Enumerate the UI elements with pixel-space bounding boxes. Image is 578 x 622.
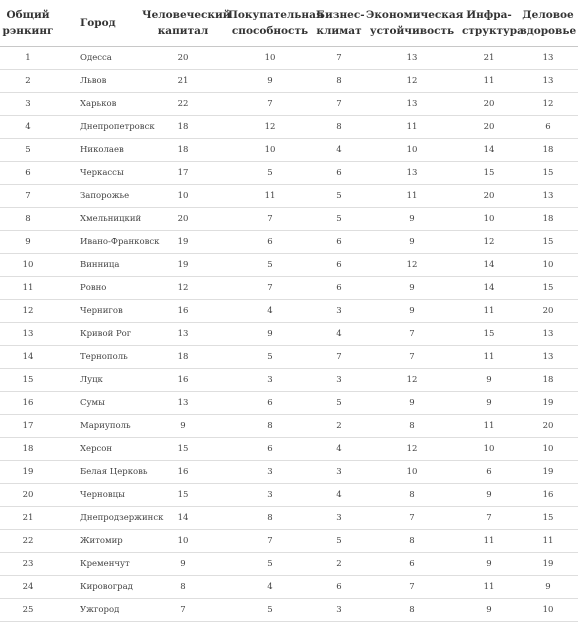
cell-economic-stability: 12 [364, 254, 460, 277]
cell-human-capital: 21 [140, 70, 226, 93]
table-row [0, 553, 578, 576]
cell-economic-stability: 7 [364, 346, 460, 369]
cell-buying-power: 3 [226, 369, 314, 392]
cell-business-health: 10 [518, 599, 578, 622]
cell-infrastructure: 11 [460, 415, 518, 438]
table-body [0, 47, 578, 622]
header-business-line2: климат [316, 25, 362, 37]
cell-human-capital: 17 [140, 162, 226, 185]
cell-city: Черновцы [56, 484, 140, 507]
cell-human-capital: 22 [140, 93, 226, 116]
header-health-line2: здоровье [520, 25, 577, 37]
cell-human-capital: 19 [140, 231, 226, 254]
cell-buying-power: 9 [226, 70, 314, 93]
header-city [56, 0, 140, 47]
cell-city: Николаев [56, 139, 140, 162]
cell-business-climate: 6 [314, 231, 364, 254]
cell-city: Мариуполь [56, 415, 140, 438]
cell-business-health: 19 [518, 461, 578, 484]
cell-business-health: 16 [518, 484, 578, 507]
cell-business-health: 11 [518, 530, 578, 553]
cell-human-capital: 15 [140, 484, 226, 507]
cell-economic-stability: 13 [364, 93, 460, 116]
cell-city: Одесса [56, 47, 140, 70]
table-row [0, 369, 578, 392]
cell-business-climate: 8 [314, 70, 364, 93]
header-economic-stability [364, 0, 464, 47]
cell-rank: 12 [0, 300, 56, 323]
header-row [0, 0, 578, 47]
cell-infrastructure: 20 [460, 93, 518, 116]
cell-business-health: 20 [518, 300, 578, 323]
cell-city: Харьков [56, 93, 140, 116]
cell-economic-stability: 9 [364, 392, 460, 415]
table-row [0, 484, 578, 507]
cell-rank: 6 [0, 162, 56, 185]
cell-infrastructure: 9 [460, 484, 518, 507]
cell-business-climate: 7 [314, 346, 364, 369]
cell-business-climate: 4 [314, 438, 364, 461]
cell-business-health: 13 [518, 47, 578, 70]
cell-economic-stability: 13 [364, 47, 460, 70]
cell-city: Кривой Рог [56, 323, 140, 346]
cell-buying-power: 5 [226, 254, 314, 277]
cell-rank: 18 [0, 438, 56, 461]
cell-rank: 25 [0, 599, 56, 622]
table-row [0, 530, 578, 553]
cell-human-capital: 9 [140, 553, 226, 576]
cell-human-capital: 10 [140, 530, 226, 553]
table-row [0, 47, 578, 70]
table-row [0, 139, 578, 162]
cell-business-climate: 6 [314, 576, 364, 599]
table-row [0, 254, 578, 277]
cell-human-capital: 18 [140, 116, 226, 139]
cell-rank: 17 [0, 415, 56, 438]
table-row [0, 93, 578, 116]
cell-infrastructure: 15 [460, 162, 518, 185]
cell-infrastructure: 20 [460, 116, 518, 139]
cell-economic-stability: 7 [364, 507, 460, 530]
header-human-line1: Человеческий [142, 9, 231, 21]
header-rank [0, 0, 56, 47]
cell-business-climate: 3 [314, 461, 364, 484]
cell-city: Тернополь [56, 346, 140, 369]
cell-economic-stability: 10 [364, 461, 460, 484]
cell-city: Кировоград [56, 576, 140, 599]
cell-rank: 3 [0, 93, 56, 116]
header-business-climate [314, 0, 364, 47]
header-human-line2: капитал [157, 25, 209, 37]
cell-economic-stability: 8 [364, 599, 460, 622]
header-economic-line1: Экономическая [366, 9, 464, 21]
cell-human-capital: 12 [140, 277, 226, 300]
table-header [0, 0, 578, 47]
table-row [0, 300, 578, 323]
cell-business-climate: 3 [314, 599, 364, 622]
cell-human-capital: 18 [140, 139, 226, 162]
cell-human-capital: 16 [140, 461, 226, 484]
cell-infrastructure: 6 [460, 461, 518, 484]
cell-economic-stability: 12 [364, 369, 460, 392]
cell-rank: 13 [0, 323, 56, 346]
cell-city: Днепропетровск [56, 116, 140, 139]
cell-infrastructure: 11 [460, 346, 518, 369]
cell-business-climate: 5 [314, 208, 364, 231]
cell-city: Луцк [56, 369, 140, 392]
cell-business-climate: 3 [314, 300, 364, 323]
cell-buying-power: 8 [226, 415, 314, 438]
header-human-capital [140, 0, 231, 47]
cell-economic-stability: 8 [364, 484, 460, 507]
cell-business-health: 13 [518, 70, 578, 93]
cell-business-health: 13 [518, 323, 578, 346]
cell-business-health: 10 [518, 254, 578, 277]
cell-buying-power: 5 [226, 346, 314, 369]
header-infra-line2: структура [462, 25, 524, 37]
cell-business-health: 18 [518, 139, 578, 162]
cell-buying-power: 9 [226, 323, 314, 346]
cell-business-climate: 5 [314, 185, 364, 208]
cell-rank: 11 [0, 277, 56, 300]
cell-human-capital: 13 [140, 392, 226, 415]
cell-business-climate: 6 [314, 277, 364, 300]
cell-buying-power: 5 [226, 599, 314, 622]
table-row [0, 277, 578, 300]
cell-business-health: 12 [518, 93, 578, 116]
cell-buying-power: 3 [226, 484, 314, 507]
cell-city: Львов [56, 70, 140, 93]
cell-business-health: 13 [518, 346, 578, 369]
cell-human-capital: 16 [140, 300, 226, 323]
cell-business-climate: 7 [314, 93, 364, 116]
table-row [0, 392, 578, 415]
cell-infrastructure: 14 [460, 139, 518, 162]
cell-infrastructure: 11 [460, 530, 518, 553]
cell-business-health: 15 [518, 162, 578, 185]
cell-buying-power: 6 [226, 392, 314, 415]
table-row [0, 208, 578, 231]
cell-buying-power: 7 [226, 93, 314, 116]
cell-buying-power: 12 [226, 116, 314, 139]
cell-city: Кременчут [56, 553, 140, 576]
table-row [0, 116, 578, 139]
cell-business-health: 15 [518, 277, 578, 300]
cell-rank: 10 [0, 254, 56, 277]
cell-human-capital: 15 [140, 438, 226, 461]
cell-buying-power: 10 [226, 139, 314, 162]
cell-rank: 21 [0, 507, 56, 530]
cell-economic-stability: 10 [364, 139, 460, 162]
header-rank-line1: Общий [6, 9, 50, 21]
cell-infrastructure: 9 [460, 392, 518, 415]
table-row [0, 162, 578, 185]
cell-infrastructure: 10 [460, 208, 518, 231]
cell-human-capital: 20 [140, 208, 226, 231]
table-row [0, 507, 578, 530]
cell-infrastructure: 9 [460, 553, 518, 576]
cell-city: Черкассы [56, 162, 140, 185]
cell-infrastructure: 15 [460, 323, 518, 346]
cell-rank: 4 [0, 116, 56, 139]
cell-economic-stability: 9 [364, 208, 460, 231]
cell-infrastructure: 20 [460, 185, 518, 208]
cell-city: Херсон [56, 438, 140, 461]
header-economic-line2: устойчивость [369, 25, 455, 37]
cell-buying-power: 4 [226, 576, 314, 599]
cell-economic-stability: 7 [364, 576, 460, 599]
cell-business-climate: 4 [314, 139, 364, 162]
cell-economic-stability: 11 [364, 185, 460, 208]
cell-city: Винница [56, 254, 140, 277]
cell-rank: 15 [0, 369, 56, 392]
header-rank-line2: рэнкинг [2, 25, 54, 37]
cell-human-capital: 14 [140, 507, 226, 530]
cell-buying-power: 8 [226, 507, 314, 530]
table-row [0, 185, 578, 208]
cell-business-health: 15 [518, 507, 578, 530]
table-row [0, 70, 578, 93]
cell-city: Запорожье [56, 185, 140, 208]
cell-economic-stability: 9 [364, 300, 460, 323]
cell-buying-power: 5 [226, 162, 314, 185]
cell-business-climate: 4 [314, 484, 364, 507]
cell-business-health: 18 [518, 369, 578, 392]
cell-human-capital: 16 [140, 369, 226, 392]
cell-rank: 24 [0, 576, 56, 599]
cell-business-climate: 3 [314, 507, 364, 530]
cell-infrastructure: 11 [460, 70, 518, 93]
cell-business-health: 15 [518, 231, 578, 254]
header-buying-line1: Покупательная [228, 9, 324, 21]
cell-human-capital: 19 [140, 254, 226, 277]
table-row [0, 346, 578, 369]
cell-city: Ровно [56, 277, 140, 300]
cell-infrastructure: 7 [460, 507, 518, 530]
cell-buying-power: 10 [226, 47, 314, 70]
cell-business-health: 19 [518, 392, 578, 415]
cell-infrastructure: 14 [460, 277, 518, 300]
header-buying-line2: способность [231, 25, 309, 37]
cell-rank: 5 [0, 139, 56, 162]
cell-business-health: 20 [518, 415, 578, 438]
cell-rank: 20 [0, 484, 56, 507]
cell-infrastructure: 10 [460, 438, 518, 461]
cell-business-health: 10 [518, 438, 578, 461]
cell-rank: 19 [0, 461, 56, 484]
table-row [0, 599, 578, 622]
header-infra-line1: Инфра- [466, 9, 512, 21]
cell-economic-stability: 12 [364, 70, 460, 93]
cell-city: Белая Церковь [56, 461, 140, 484]
cell-rank: 9 [0, 231, 56, 254]
cell-buying-power: 7 [226, 530, 314, 553]
cell-rank: 14 [0, 346, 56, 369]
cell-business-climate: 6 [314, 162, 364, 185]
cell-business-climate: 7 [314, 47, 364, 70]
cell-human-capital: 13 [140, 323, 226, 346]
cell-infrastructure: 12 [460, 231, 518, 254]
cell-business-climate: 3 [314, 369, 364, 392]
header-city-label: Город [80, 17, 116, 29]
cell-buying-power: 5 [226, 553, 314, 576]
cell-economic-stability: 6 [364, 553, 460, 576]
cell-buying-power: 4 [226, 300, 314, 323]
cell-business-health: 18 [518, 208, 578, 231]
cell-human-capital: 20 [140, 47, 226, 70]
header-infrastructure [460, 0, 524, 47]
cell-business-climate: 8 [314, 116, 364, 139]
table-row [0, 461, 578, 484]
cell-human-capital: 10 [140, 185, 226, 208]
cell-economic-stability: 7 [364, 323, 460, 346]
cell-business-climate: 5 [314, 392, 364, 415]
cell-city: Сумы [56, 392, 140, 415]
cell-economic-stability: 13 [364, 162, 460, 185]
cell-buying-power: 7 [226, 277, 314, 300]
cell-business-health: 9 [518, 576, 578, 599]
cell-economic-stability: 9 [364, 231, 460, 254]
cell-infrastructure: 21 [460, 47, 518, 70]
cell-rank: 2 [0, 70, 56, 93]
cell-city: Ужгород [56, 599, 140, 622]
cell-rank: 22 [0, 530, 56, 553]
header-buying-power [226, 0, 324, 47]
cell-economic-stability: 12 [364, 438, 460, 461]
cell-infrastructure: 9 [460, 599, 518, 622]
table-row [0, 415, 578, 438]
cell-rank: 8 [0, 208, 56, 231]
cell-business-climate: 4 [314, 323, 364, 346]
cell-buying-power: 11 [226, 185, 314, 208]
cell-rank: 16 [0, 392, 56, 415]
cell-city: Житомир [56, 530, 140, 553]
cell-city: Днепродзержинск [56, 507, 140, 530]
header-business-line1: Бизнес- [316, 9, 365, 21]
cell-business-health: 19 [518, 553, 578, 576]
cell-human-capital: 18 [140, 346, 226, 369]
cell-business-climate: 6 [314, 254, 364, 277]
table-row [0, 438, 578, 461]
cell-infrastructure: 11 [460, 576, 518, 599]
table-row [0, 576, 578, 599]
cell-human-capital: 7 [140, 599, 226, 622]
cell-business-climate: 2 [314, 415, 364, 438]
cell-rank: 7 [0, 185, 56, 208]
header-health-line1: Деловое [522, 9, 574, 21]
header-business-health [518, 0, 578, 47]
cell-city: Ивано-Франковск [56, 231, 140, 254]
cell-rank: 1 [0, 47, 56, 70]
cell-human-capital: 9 [140, 415, 226, 438]
cell-economic-stability: 9 [364, 277, 460, 300]
cell-economic-stability: 11 [364, 116, 460, 139]
cell-buying-power: 6 [226, 231, 314, 254]
table-row [0, 231, 578, 254]
table-row [0, 323, 578, 346]
cell-business-climate: 2 [314, 553, 364, 576]
cell-rank: 23 [0, 553, 56, 576]
cell-business-climate: 5 [314, 530, 364, 553]
cell-business-health: 6 [518, 116, 578, 139]
cell-buying-power: 6 [226, 438, 314, 461]
cell-economic-stability: 8 [364, 530, 460, 553]
cell-city: Хмельницкий [56, 208, 140, 231]
cell-city: Чернигов [56, 300, 140, 323]
cell-business-health: 13 [518, 185, 578, 208]
cell-infrastructure: 11 [460, 300, 518, 323]
cell-infrastructure: 9 [460, 369, 518, 392]
cell-human-capital: 8 [140, 576, 226, 599]
cell-buying-power: 7 [226, 208, 314, 231]
cell-infrastructure: 14 [460, 254, 518, 277]
cell-economic-stability: 8 [364, 415, 460, 438]
cell-buying-power: 3 [226, 461, 314, 484]
